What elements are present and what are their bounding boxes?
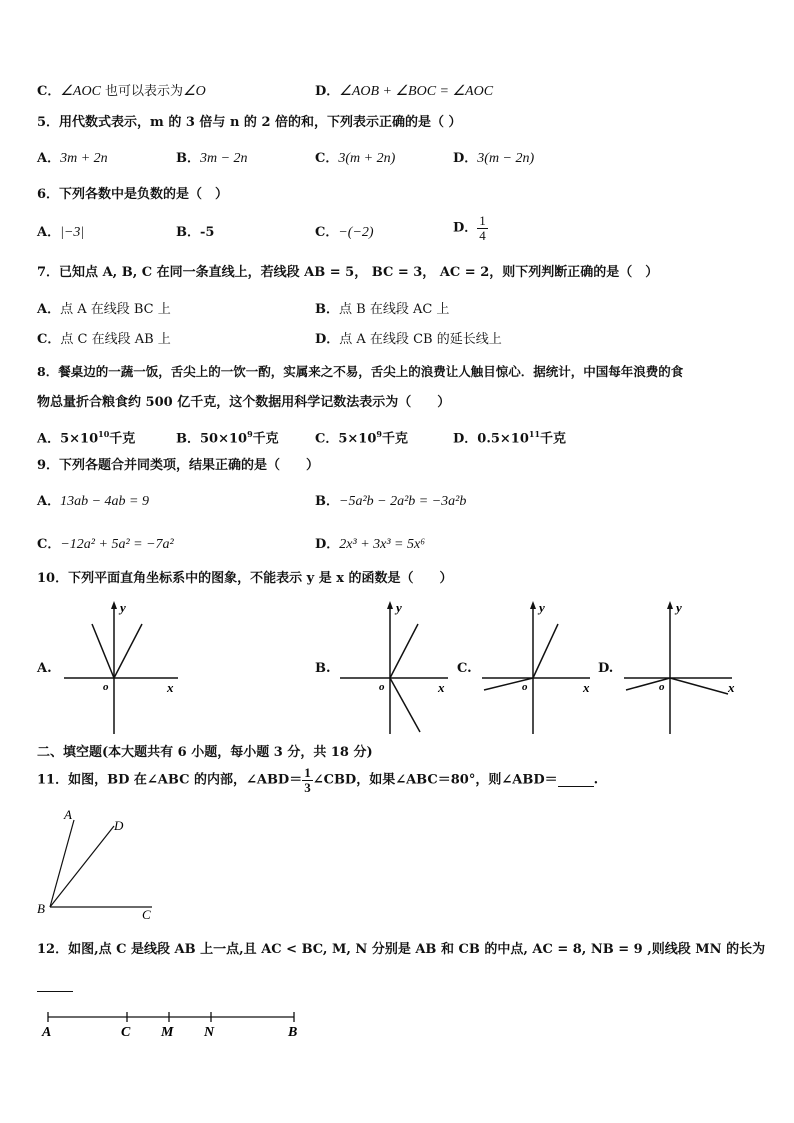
- q5-option-d: D．3(m − 2n): [453, 151, 535, 166]
- q11-stem: 11．如图，BD 在∠ABC 的内部，∠ABD＝ $\frac{1}{3}$ ∠CBD，如果∠ABC＝80°，则∠ABD＝ .: [37, 765, 599, 795]
- svg-text:y: y: [120, 600, 126, 615]
- svg-text:C: C: [142, 907, 151, 922]
- q6-option-c: C．−(−2): [315, 225, 374, 240]
- graph-c-label: C.: [457, 661, 472, 676]
- svg-text:y: y: [396, 600, 402, 615]
- q7-option-c: C．点 C 在线段 AB 上: [37, 332, 171, 347]
- option-letter: C．: [37, 84, 61, 99]
- graph-a-label: A.: [37, 661, 52, 676]
- q6-stem: 6．下列各数中是负数的是（ ）: [37, 187, 229, 202]
- q9-option-c: C．−12a² + 5a² = −7a²: [37, 537, 174, 552]
- svg-text:o: o: [659, 681, 665, 693]
- q9-option-b: B．−5a²b − 2a²b = −3a²b: [315, 494, 467, 509]
- q7-stem: 7．已知点 A, B, C 在同一条直线上，若线段 AB = 5， BC = 3， AC = 2，则下列判断正确的是（ ）: [37, 265, 659, 280]
- q6-option-d: D． $\frac{1}{4}$: [453, 213, 486, 243]
- section-2-title: 二、填空题(本大题共有 6 小题，每小题 3 分，共 18 分): [37, 745, 373, 760]
- q11-angle-figure: [34, 806, 164, 924]
- graph-c: [480, 598, 600, 738]
- q5-option-a: A．3m + 2n: [37, 151, 108, 166]
- q8-option-d: D．$0.5\times 10^{11}$千克: [453, 429, 567, 447]
- graph-d: [620, 598, 744, 738]
- q5-stem: 5．用代数式表示，m 的 3 倍与 n 的 2 倍的和，下列表示正确的是（ ）: [37, 115, 462, 130]
- graph-b: [338, 598, 458, 738]
- svg-text:B: B: [37, 901, 45, 916]
- fraction: $\frac{1}{4}$: [479, 213, 486, 243]
- q8-option-a: A．$5\times 10^{10}$千克: [37, 429, 136, 447]
- svg-text:x: x: [583, 680, 590, 695]
- q8-stem-line2: 物总量折合粮食约 500 亿千克，这个数据用科学记数法表示为（ ）: [37, 395, 451, 410]
- graph-b-label: B.: [315, 661, 331, 676]
- q4-option-d: D．∠AOB + ∠BOC = ∠AOC: [315, 84, 494, 99]
- svg-text:y: y: [676, 600, 682, 615]
- svg-text:o: o: [522, 681, 528, 693]
- q5-option-c: C．3(m + 2n): [315, 151, 396, 166]
- q7-option-b: B．点 B 在线段 AC 上: [315, 302, 450, 317]
- q8-option-c: C．$5\times 10^9$千克: [315, 429, 408, 447]
- q7-option-a: A．点 A 在线段 BC 上: [37, 302, 171, 317]
- svg-text:y: y: [539, 600, 545, 615]
- q12-segment-figure: [38, 1008, 308, 1040]
- svg-text:x: x: [728, 680, 735, 695]
- svg-text:o: o: [379, 681, 385, 693]
- q6-option-a: A．|−3|: [37, 225, 85, 240]
- q10-stem: 10．下列平面直角坐标系中的图象，不能表示 y 是 x 的函数是（ ）: [37, 571, 453, 586]
- q9-option-a: A．13ab − 4ab = 9: [37, 494, 149, 509]
- svg-text:B: B: [288, 1025, 298, 1040]
- answer-blank[interactable]: [558, 774, 594, 787]
- svg-text:o: o: [103, 681, 109, 693]
- q7-option-d: D．点 A 在线段 CB 的延长线上: [315, 332, 502, 347]
- svg-text:A: A: [64, 807, 72, 822]
- svg-text:D: D: [114, 818, 124, 833]
- svg-text:x: x: [438, 680, 445, 695]
- q8-option-b: B．$50\times 10^9$千克: [176, 429, 279, 447]
- svg-text:N: N: [204, 1025, 215, 1040]
- q6-option-b: B．-5: [176, 225, 215, 240]
- fraction: $\frac{1}{3}$: [304, 765, 311, 795]
- q12-answer-blank[interactable]: [37, 991, 73, 992]
- q5-option-b: B．3m − 2n: [176, 151, 248, 166]
- q8-stem-line1: 8．餐桌边的一蔬一饭，舌尖上的一饮一酌，实属来之不易，舌尖上的浪费让人触目惊心．据统计，中国每年浪费的食: [37, 364, 684, 379]
- svg-text:A: A: [42, 1025, 52, 1040]
- q9-stem: 9．下列各题合并同类项，结果正确的是（ ）: [37, 458, 320, 473]
- graph-d-label: D.: [598, 661, 614, 676]
- svg-text:M: M: [161, 1025, 174, 1040]
- graph-a: [60, 598, 190, 738]
- q4-option-c: C．∠AOC 也可以表示为∠O: [37, 84, 206, 99]
- q12-stem: 12．如图,点 C 是线段 AB 上一点,且 AC < BC, M, N 分别是 AB 和 CB 的中点, AC = 8, NB = 9 ,则线段 MN 的长为: [37, 942, 766, 957]
- q9-option-d: D．2x³ + 3x³ = 5x⁶: [315, 537, 426, 552]
- svg-text:C: C: [121, 1025, 131, 1040]
- svg-text:x: x: [167, 680, 174, 695]
